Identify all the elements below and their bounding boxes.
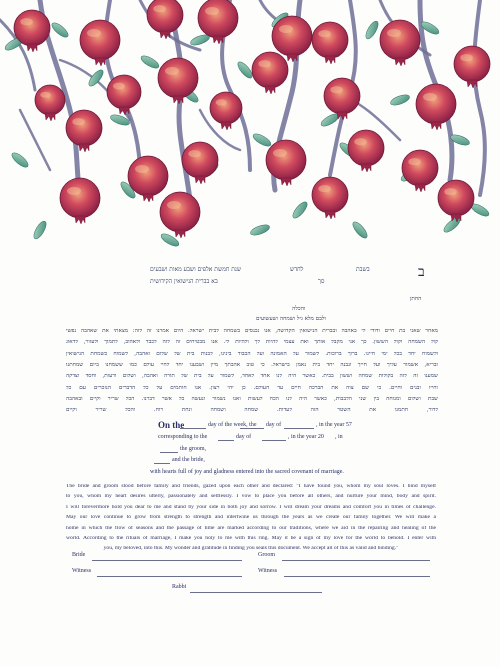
hebrew-row1-right: בשבת — [356, 266, 370, 273]
rabbi-signature-line[interactable] — [190, 592, 322, 593]
date-blank-1[interactable] — [180, 428, 206, 429]
hebrew-paragraph-line: ובריא, אשמור עליך ועל חייך ונבנה יחד בית נאמן בישראל. כי טוב אהבתך מיין ושבענו יחד לחיי עולם כמו ששמחנו ביום שמחתנו — [66, 362, 438, 368]
witness1-signature-label: Witness — [72, 568, 92, 574]
hebrew-bride-label: והכלה — [292, 306, 306, 312]
bride-signature-label: Bride — [72, 552, 86, 558]
date-blank-2[interactable] — [240, 428, 264, 429]
hebrew-paragraph-line: לדור, חתמנו את השטר הזה לעדות. שמחה ושמחה ונחת רוח. והכל שריר וקיים — [66, 408, 438, 414]
groom-signature-line[interactable] — [282, 560, 430, 561]
hebrew-paragraph-line: קול השמחה וקול הששון. כך אני מקבל אותך ואת עצמי להיות לך ולהיות לי. אנו מבטיחים זה לזה לכבד ולאהוב, לתמוך ולעזור, לדאוג — [66, 340, 438, 346]
date-blank-5[interactable] — [262, 440, 286, 441]
english-year-20: , in the year 20 — [288, 434, 324, 440]
bride-signature-line[interactable] — [92, 560, 242, 561]
hebrew-row2-left: בא בברית הנישואין הקידושית — [150, 278, 218, 285]
english-comma-in: , in — [335, 434, 343, 440]
english-paragraph-line: I will forevermore hold you dear to me and stand by your side in both joy and sorrow. I will dream your dreams and comfort you in times of challenge. — [66, 504, 436, 510]
english-paragraph-line: you, my beloved, into this. My wonder and gratitude in finding you seals this document. We accept all of this as valid and binding." — [103, 546, 399, 552]
bride-name-blank[interactable] — [154, 463, 170, 464]
witness2-signature-label: Witness — [258, 568, 278, 574]
english-and-the-bride: and the bride, — [172, 457, 205, 463]
english-paragraph-line: The bride and groom stood before family and friends, gazed upon each other and declared: "I have found you, whom my soul loves. I bind myself — [66, 484, 436, 489]
hebrew-paragraph-line: וחייו ובנים וחיים. כי שם צוה את הברכה חיים עד העולם. כן יהי רצון. אנו חותמים על כל הדברים הנזכרים עם כל — [66, 385, 438, 391]
hebrew-paragraph-line: מאחר שאני בת חיים ודודי לי באהבה ובברית הנישואין הקדושה, אנו נכנסים בשמחה לבית ישראל. היום אמרנו זה לזה: מצאתי את שאהבה נפשי — [66, 329, 438, 334]
english-year-57: , in the year 57 — [316, 422, 352, 428]
english-day-of-2: day of — [236, 434, 252, 440]
rabbi-signature-label: Rabbi — [172, 584, 187, 590]
date-blank-3[interactable] — [284, 428, 314, 429]
hebrew-joy-line: ולבם מלא גיל ושמחה ושעשועים — [256, 316, 326, 322]
english-day-of-week: day of the week, the — [208, 422, 257, 428]
date-blank-4[interactable] — [218, 440, 234, 441]
english-paragraph-line: May our love continue to grow from strength to strength and intertwine us through the years as we create our family together. We will make a — [66, 515, 436, 521]
english-paragraph-line: home in which the flow of seasons and the passage of time are marked according to our traditions, where we aid in the repairing and healing of the — [66, 525, 436, 531]
english-paragraph-line: world. According to the rituals of marriage, I make you holy to me with this ring. May it be a sign of my love for the world to behold. I enter with — [66, 536, 436, 541]
hebrew-paragraph-line: שבת ושלום ומנוחה בין שני הלבבות, כאשר היה לנו הכח לעשות ואנו נשמור ונעשה כל אשר דברנו. הכל שריר וקיים ובאהבה — [66, 396, 438, 402]
hebrew-groom-label: החתן — [410, 296, 422, 302]
hebrew-bet-letter: ב — [418, 264, 425, 280]
witness2-signature-line[interactable] — [284, 576, 430, 577]
groom-name-blank[interactable] — [160, 452, 178, 453]
hebrew-paragraph-line: שמענו זה לזה בקולות שמחה וששון בבית. כאשר היה לנו אחד לאחד, לשמור על בית של תורה ואהבה, ושלום ורעות, וחסד וצדקה — [66, 374, 438, 380]
hebrew-row1-mid: לחדש — [290, 266, 304, 273]
groom-signature-label: Groom — [258, 552, 275, 558]
english-the-groom: the groom, — [180, 446, 206, 452]
english-corresponding: corresponding to the — [158, 434, 208, 440]
english-day-of: day of — [266, 422, 282, 428]
hebrew-row2-right: סך — [318, 278, 325, 285]
hebrew-row1-left: שנת חמשת אלפים ושבע מאות ושבעים — [150, 266, 242, 273]
english-hearts-full: with hearts full of joy and gladness entered into the sacred covenant of marriage. — [150, 469, 344, 475]
english-paragraph-line: to you, whom my heart desires utterly, passionately and selflessly. I vow to place you before all others, and nurture your mind, body and spirit. — [66, 494, 436, 500]
hebrew-paragraph-line: ולשמוח יחד בכל ימי חיינו. ברוך ברוכות. לשמור על האמונה ועל הכבוד בינינו, לבנות בית של שלום ואהבה, לשמוח בשמחת הנישואין — [66, 351, 438, 357]
english-on-the: On the — [158, 420, 185, 430]
witness1-signature-line[interactable] — [97, 576, 242, 577]
